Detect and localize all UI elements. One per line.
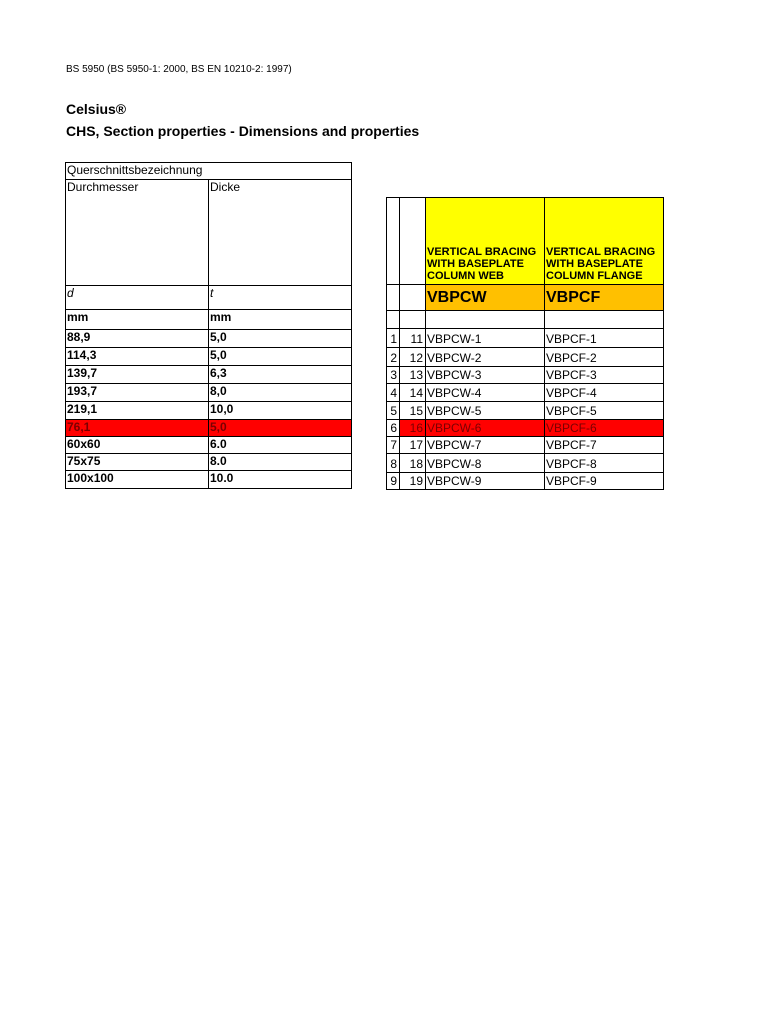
index-cell: 7: [387, 437, 400, 454]
index-cell: 9: [387, 473, 400, 490]
number-cell: 18: [400, 454, 426, 473]
index-cell: 5: [387, 402, 400, 420]
number-cell: 13: [400, 367, 426, 384]
vbpcf-header: VBPCF: [545, 285, 664, 311]
vbpcf-cell: VBPCF-1: [545, 329, 664, 348]
symbol-row: [66, 286, 352, 310]
vbpcw-header: VBPCW: [426, 285, 545, 311]
blank-cell: [400, 285, 426, 311]
index-cell: 4: [387, 384, 400, 402]
page-title: CHS, Section properties - Dimensions and properties: [66, 123, 420, 139]
table-row-highlighted: [387, 420, 664, 437]
table-row: [387, 384, 664, 402]
diameter-cell: 114,3: [66, 348, 209, 366]
table-row: [66, 454, 352, 471]
thickness-cell: 8.0: [209, 454, 352, 471]
thickness-cell: 8,0: [209, 384, 352, 402]
section-dimensions-table: [65, 162, 352, 489]
thickness-cell: 10.0: [209, 471, 352, 489]
table-heading-row: [66, 163, 352, 180]
table-row: [66, 330, 352, 348]
table-row: [387, 454, 664, 473]
column-header-row: [66, 180, 352, 286]
vbpcf-cell: VBPCF-4: [545, 384, 664, 402]
vbpcf-cell: VBPCF-8: [545, 454, 664, 473]
table-row: [387, 348, 664, 367]
connection-codes-table: [386, 197, 664, 490]
vbpcw-cell: VBPCW-3: [426, 367, 545, 384]
vbpcw-cell: VBPCW-9: [426, 473, 545, 490]
table-row: [387, 367, 664, 384]
number-cell: 11: [400, 329, 426, 348]
standard-reference: BS 5950 (BS 5950-1: 2000, BS EN 10210-2: 1997): [66, 64, 292, 75]
diameter-cell: 100x100: [66, 471, 209, 489]
blank-cell: [545, 311, 664, 329]
table-row: [66, 437, 352, 454]
diameter-cell: 193,7: [66, 384, 209, 402]
diameter-cell: 75x75: [66, 454, 209, 471]
vbpcf-cell: VBPCF-2: [545, 348, 664, 367]
diameter-cell: 219,1: [66, 402, 209, 420]
table-row: [66, 384, 352, 402]
table-row: [387, 437, 664, 454]
blank-cell: [387, 198, 400, 285]
vbpcf-cell: VBPCF-7: [545, 437, 664, 454]
table-row: [387, 402, 664, 420]
vbpcw-cell: VBPCW-4: [426, 384, 545, 402]
vbpcf-cell: VBPCF-9: [545, 473, 664, 490]
spacer-row: [387, 311, 664, 329]
blank-cell: [387, 285, 400, 311]
index-cell: 1: [387, 329, 400, 348]
symbol-t: t: [209, 286, 352, 310]
thickness-cell: 5,0: [209, 330, 352, 348]
number-cell: 19: [400, 473, 426, 490]
index-cell: 2: [387, 348, 400, 367]
diameter-cell: 88,9: [66, 330, 209, 348]
index-cell: 6: [387, 420, 400, 437]
diameter-cell: 139,7: [66, 366, 209, 384]
table-row: [66, 471, 352, 489]
vbpcw-cell: VBPCW-1: [426, 329, 545, 348]
symbol-d: d: [66, 286, 209, 310]
vbpcw-cell: VBPCW-7: [426, 437, 545, 454]
unit-row: [66, 310, 352, 330]
brand-title: Celsius®: [66, 101, 127, 117]
index-cell: 3: [387, 367, 400, 384]
column-web-description: VERTICAL BRACING WITH BASEPLATE COLUMN WEB: [426, 198, 545, 285]
unit-d: mm: [66, 310, 209, 330]
vbpcw-cell: VBPCW-8: [426, 454, 545, 473]
table-row: [66, 366, 352, 384]
number-cell: 12: [400, 348, 426, 367]
vbpcf-cell: VBPCF-3: [545, 367, 664, 384]
blank-cell: [426, 311, 545, 329]
table-row: [387, 473, 664, 490]
table-row: [387, 329, 664, 348]
table-row: [66, 402, 352, 420]
blank-cell: [400, 311, 426, 329]
vbpcw-cell: VBPCW-5: [426, 402, 545, 420]
number-cell: 17: [400, 437, 426, 454]
blank-cell: [400, 198, 426, 285]
number-cell: 15: [400, 402, 426, 420]
column-header-diameter: Durchmesser: [66, 180, 209, 286]
number-cell: 16: [400, 420, 426, 437]
table-row: [66, 348, 352, 366]
thickness-cell: 10,0: [209, 402, 352, 420]
number-cell: 14: [400, 384, 426, 402]
description-row: [387, 198, 664, 285]
thickness-cell: 5,0: [209, 348, 352, 366]
diameter-cell: 60x60: [66, 437, 209, 454]
vbpcw-cell: VBPCW-2: [426, 348, 545, 367]
thickness-cell: 6,3: [209, 366, 352, 384]
vbpcf-cell: VBPCF-5: [545, 402, 664, 420]
diameter-cell: 76,1: [66, 420, 209, 437]
thickness-cell: 6.0: [209, 437, 352, 454]
code-header-row: [387, 285, 664, 311]
vbpcw-cell: VBPCW-6: [426, 420, 545, 437]
thickness-cell: 5,0: [209, 420, 352, 437]
vbpcf-cell: VBPCF-6: [545, 420, 664, 437]
column-flange-description: VERTICAL BRACING WITH BASEPLATE COLUMN FLANGE: [545, 198, 664, 285]
column-header-thickness: Dicke: [209, 180, 352, 286]
table-row-highlighted: [66, 420, 352, 437]
unit-t: mm: [209, 310, 352, 330]
table-heading: Querschnittsbezeichnung: [66, 163, 352, 180]
blank-cell: [387, 311, 400, 329]
index-cell: 8: [387, 454, 400, 473]
